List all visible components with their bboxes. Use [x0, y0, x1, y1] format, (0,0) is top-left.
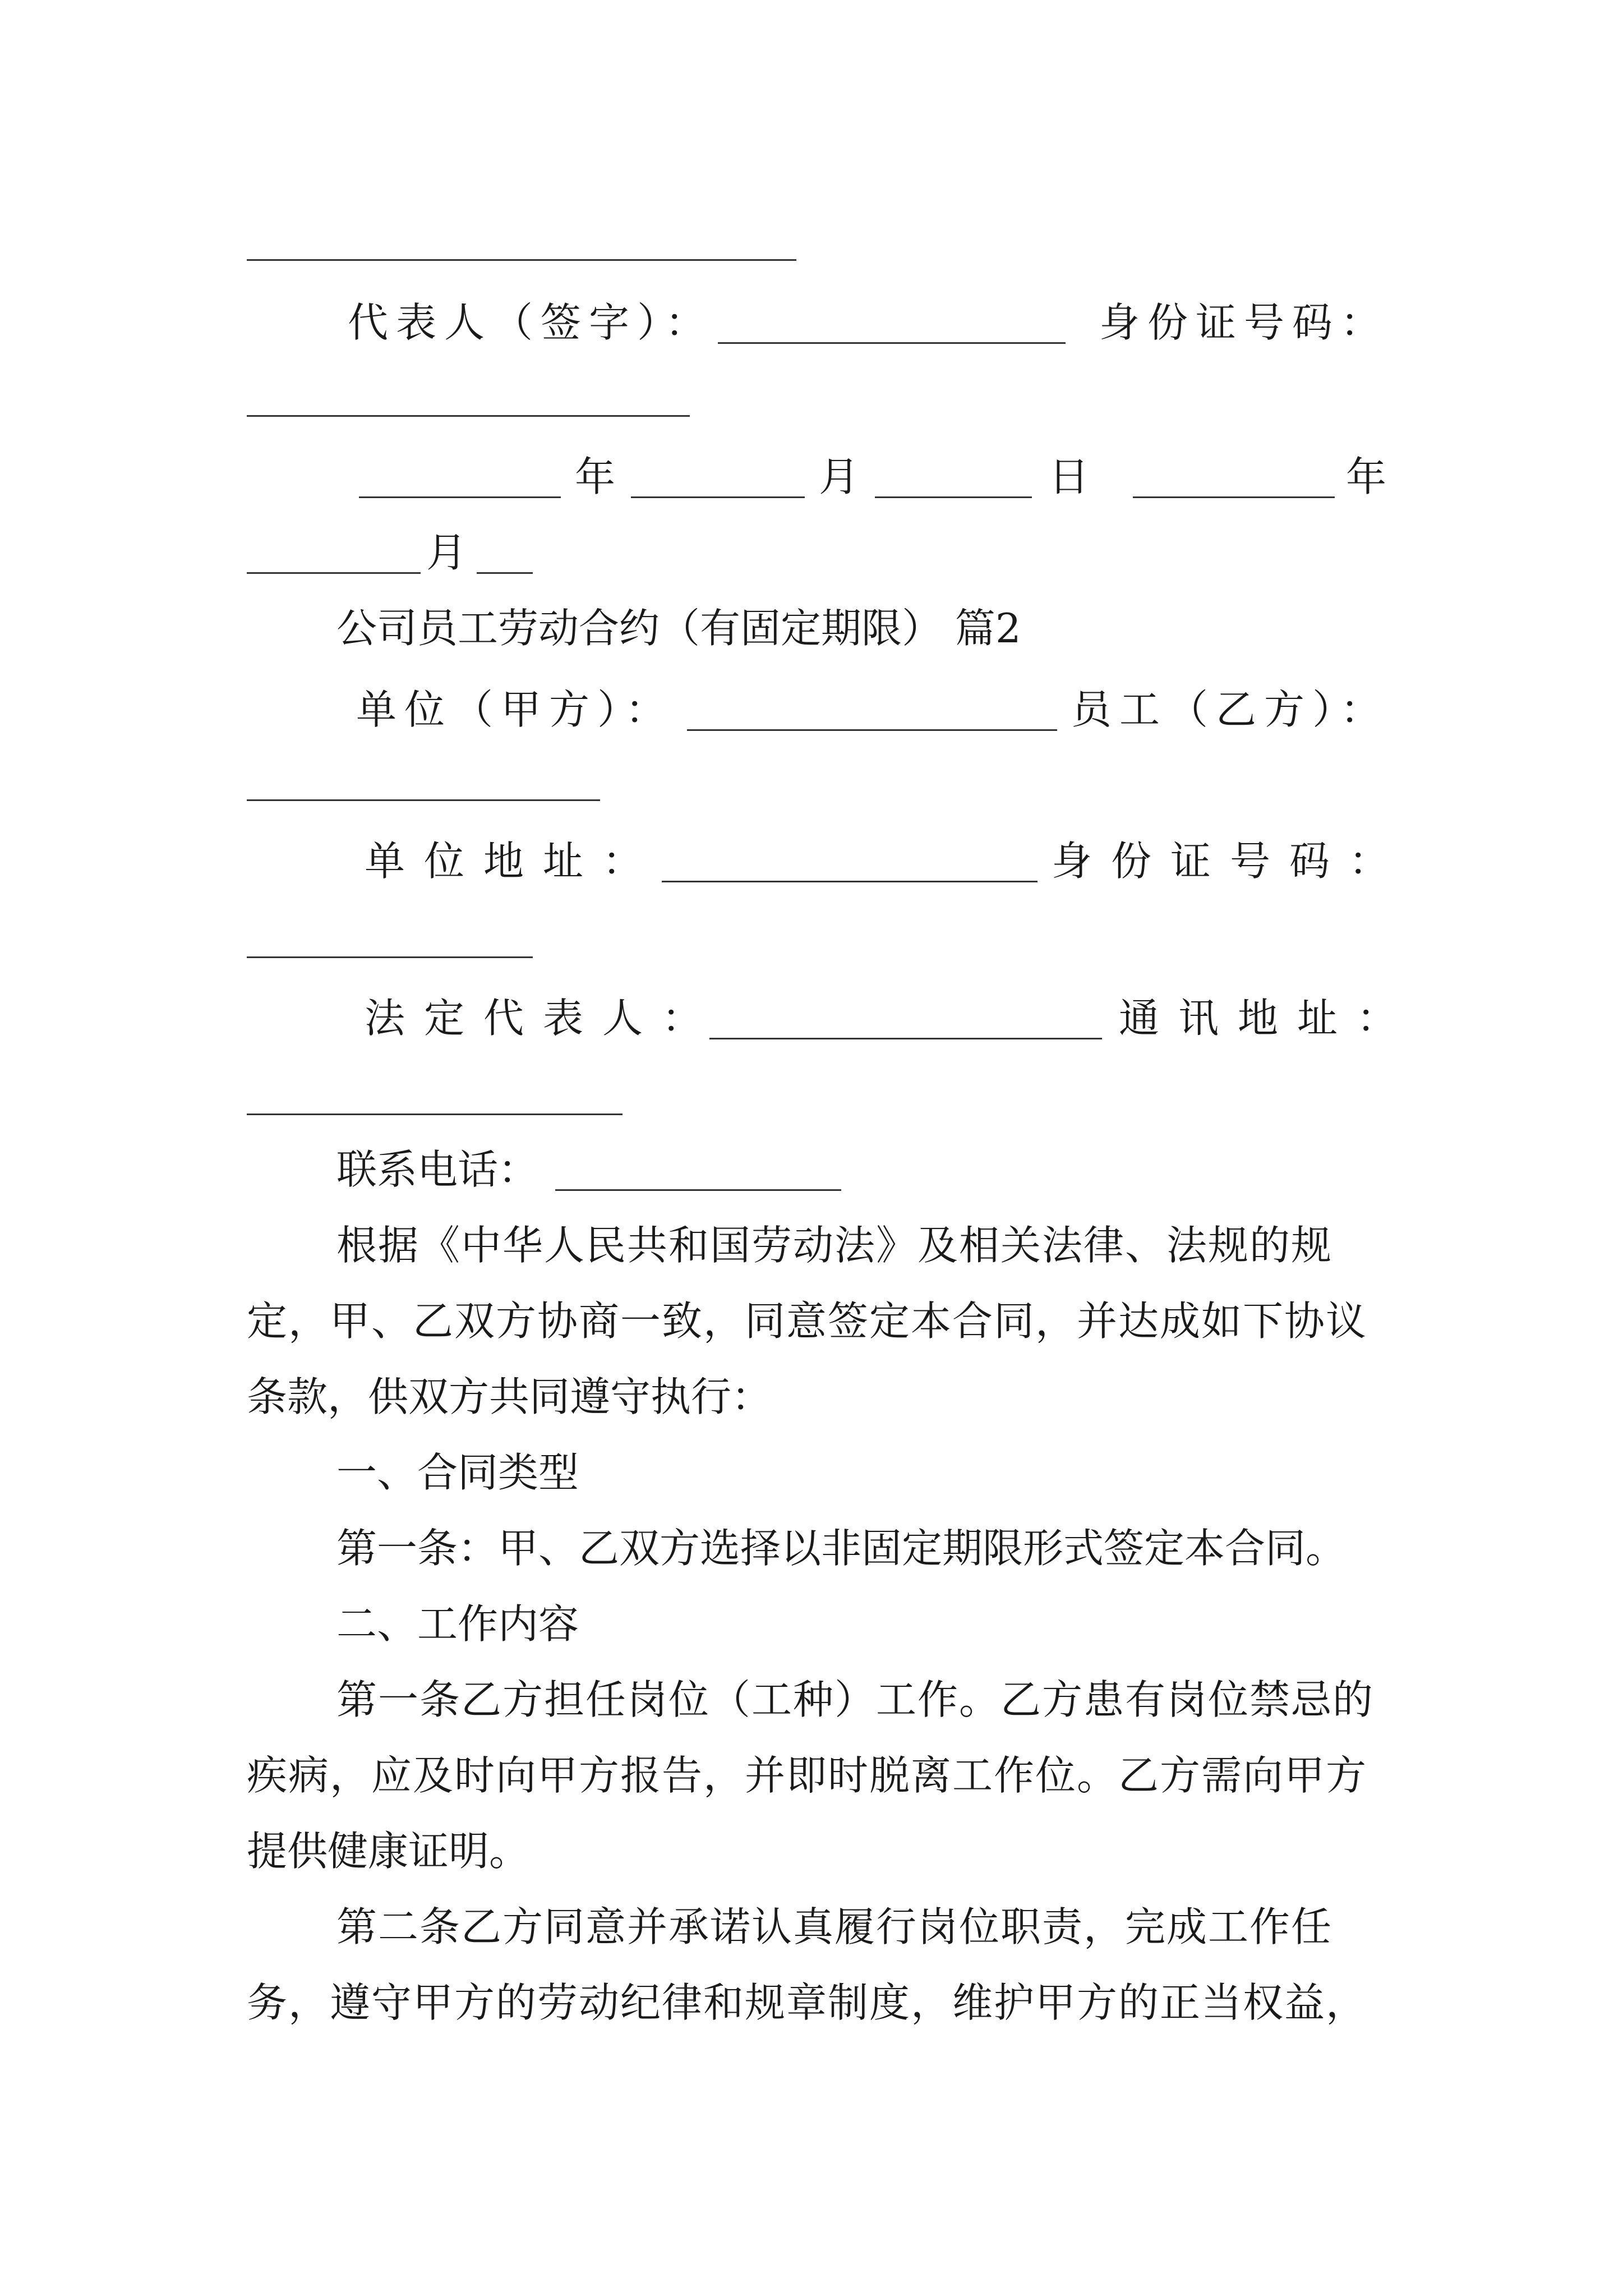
- month-blank: [631, 496, 805, 498]
- section-1-article-1: 第一条：甲、乙双方选择以非固定期限形式签定本合同。: [336, 1525, 1347, 1572]
- section-1-heading: 一、合同类型: [336, 1449, 579, 1496]
- address-label: 单位地址：: [365, 838, 662, 885]
- mail-address-label: 通讯地址：: [1119, 995, 1417, 1042]
- section-2-article-2-line-1: 第二条乙方同意并承诺认真履行岗位职责，完成工作任: [336, 1903, 1333, 1950]
- address-blank: [662, 881, 1038, 882]
- year-blank: [359, 496, 561, 498]
- blank-line: [247, 259, 796, 261]
- intro-line-3: 条款，供双方共同遵守执行：: [247, 1373, 772, 1420]
- month-label-2: 月: [426, 529, 467, 576]
- party-a-label: 单位（甲方）：: [356, 686, 674, 733]
- id-number-label: 身份证号码：: [1099, 299, 1389, 346]
- party-b-blank: [247, 799, 600, 801]
- day-blank-2: [477, 572, 533, 574]
- contract-title: 公司员工劳动合约（有固定期限） 篇2: [336, 605, 1021, 652]
- id-number-label-2: 身份证号码：: [1052, 838, 1409, 885]
- mail-address-blank: [247, 1114, 623, 1115]
- intro-line-2: 定，甲、乙双方协商一致，同意签定本合同，并达成如下协议: [247, 1297, 1368, 1345]
- year-label: 年: [575, 453, 616, 500]
- section-2-article-1-line-3: 提供健康证明。: [247, 1828, 530, 1875]
- representative-blank: [718, 342, 1066, 344]
- section-2-article-2-line-2: 务，遵守甲方的劳动纪律和规章制度，维护甲方的正当权益，: [247, 1979, 1368, 2026]
- legal-rep-label: 法定代表人：: [365, 995, 722, 1042]
- id-number-blank: [247, 415, 690, 417]
- party-b-label: 员工（乙方）：: [1071, 686, 1389, 733]
- day-blank: [875, 496, 1032, 498]
- section-2-article-1-line-1: 第一条乙方担任岗位（工种）工作。乙方患有岗位禁忌的: [336, 1676, 1375, 1723]
- section-2-article-1-line-2: 疾病，应及时向甲方报告，并即时脱离工作位。乙方需向甲方: [247, 1752, 1368, 1799]
- id-number-blank-2: [247, 956, 533, 958]
- intro-line-1: 根据《中华人民共和国劳动法》及相关法律、法规的规: [336, 1222, 1333, 1269]
- phone-blank: [555, 1189, 841, 1191]
- phone-label: 联系电话：: [336, 1146, 539, 1193]
- section-2-heading: 二、工作内容: [336, 1600, 579, 1648]
- month-label: 月: [819, 453, 860, 500]
- day-label: 日: [1049, 453, 1090, 500]
- year-blank-2: [1133, 496, 1335, 498]
- month-blank-2: [247, 572, 421, 574]
- year-label-2: 年: [1346, 453, 1387, 500]
- party-a-blank: [687, 729, 1057, 731]
- representative-label: 代表人（签字）：: [348, 299, 714, 346]
- legal-rep-blank: [709, 1038, 1102, 1039]
